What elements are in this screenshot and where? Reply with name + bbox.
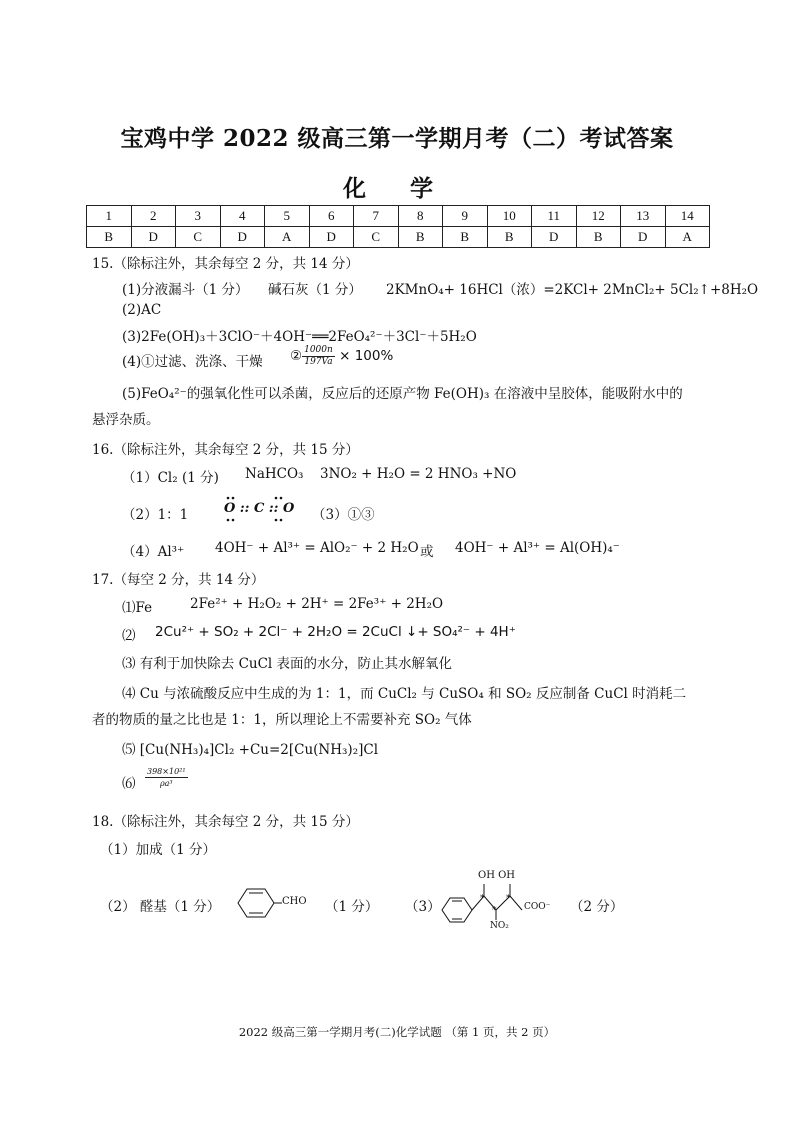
question-number-cell: 12 (576, 206, 621, 227)
q16-answer-1b: NaHCO₃ (245, 466, 304, 482)
q16-answer-4-or: 或 (420, 544, 434, 560)
nitro-label: NO₂ (490, 921, 509, 931)
question-number-cell: 6 (309, 206, 354, 227)
nitro-diol-carboxylate-structure (438, 866, 568, 936)
q17-answer-1a: ⑴Fe (122, 600, 153, 616)
q15-fraction-denominator: 197Va (304, 357, 333, 367)
question-number-row (87, 206, 710, 227)
question-number-cell: 10 (487, 206, 532, 227)
hydroxyl-labels: OH OH (478, 870, 516, 881)
answer-cell: D (309, 227, 354, 248)
question-number-cell: 5 (265, 206, 310, 227)
q16-heading: 16.（除标注外，其余每空 2 分，共 15 分） (92, 442, 359, 458)
answer-cell: D (131, 227, 176, 248)
cho-group-label: CHO (282, 896, 307, 907)
q17-answer-2-label: ⑵ (122, 628, 136, 644)
answer-cell: B (398, 227, 443, 248)
q15-circled-2: ② (290, 348, 303, 364)
q16-answer-1a: （1）Cl₂ (1 分) (122, 470, 219, 486)
q16-answer-4a: （4）Al³⁺ (122, 544, 185, 560)
q18-answer-1: （1）加成（1 分） (100, 842, 216, 858)
co2-electron-dot-structure (222, 494, 302, 524)
question-number-cell: 11 (532, 206, 577, 227)
q15-answer-3: (3)2Fe(OH)₃＋3ClO⁻＋4OH⁻══2FeO₄²⁻＋3Cl⁻＋5H₂O (122, 329, 477, 345)
answer-cell: D (532, 227, 577, 248)
q15-fraction (302, 345, 335, 368)
q15-answer-2: (2)AC (122, 302, 162, 318)
q16-answer-2a: （2）1：1 (122, 507, 189, 523)
page-title: 宝鸡中学 2022 级高三第一学期月考（二）考试答案 (120, 125, 674, 152)
answer-cell: D (621, 227, 666, 248)
page-footer: 2022 级高三第一学期月考(二)化学试题 （第 1 页，共 2 页） (238, 1025, 556, 1039)
answer-row (87, 227, 710, 248)
q17-answer-6-label: ⑹ (122, 776, 136, 792)
q17-answer-6-fraction (145, 766, 188, 789)
answer-cell: B (576, 227, 621, 248)
q17-answer-4-line2: 者的物质的量之比也是 1：1，所以理论上不需要补充 SO₂ 气体 (92, 712, 472, 728)
q15-percent: × 100% (339, 348, 394, 364)
q17-fraction-denominator: ρa³ (159, 779, 173, 788)
subject-title: 化 学 (342, 175, 451, 202)
q15-fraction-numerator: 1000n (304, 345, 333, 355)
q16-answer-3: （3）①③ (312, 507, 375, 523)
q17-fraction (145, 766, 188, 789)
question-number-cell: 14 (665, 206, 710, 227)
q15-answer-4a: (4)①过滤、洗涤、干燥 (122, 354, 263, 370)
q15-heading: 15.（除标注外，其余每空 2 分，共 14 分） (92, 256, 359, 272)
q17-answer-2: 2Cu²⁺ + SO₂ + 2Cl⁻ + 2H₂O = 2CuCl ↓+ SO₄²⁻ + 4H⁺ (155, 624, 516, 640)
q16-answer-1c: 3NO₂ + H₂O = 2 HNO₃ +NO (320, 466, 517, 482)
q18-answer-2b: （1 分） (325, 899, 379, 915)
q17-answer-4-line1: ⑷ Cu 与浓硫酸反应中生成的为 1：1，而 CuCl₂ 与 CuSO₄ 和 SO₂ 反应制备 CuCl 时消耗二 (122, 686, 687, 702)
q15-answer-5-line1: (5)FeO₄²⁻的强氧化性可以杀菌，反应后的还原产物 Fe(OH)₃ 在溶液中呈胶体，能吸附水中的 (122, 386, 683, 402)
co2-formula: O :: C :: O (224, 501, 295, 516)
question-number-cell: 2 (131, 206, 176, 227)
answer-cell: A (265, 227, 310, 248)
q15-answer-4b (290, 345, 393, 368)
q16-answer-4b: 4OH⁻ + Al³⁺ = AlO₂⁻ + 2 H₂O (215, 540, 419, 556)
q18-heading: 18.（除标注外，其余每空 2 分，共 15 分） (92, 814, 359, 830)
answer-cell: B (443, 227, 488, 248)
q17-answer-3: ⑶ 有利于加快除去 CuCl 表面的水分，防止其水解氧化 (122, 656, 453, 672)
question-number-cell: 4 (220, 206, 265, 227)
answer-cell: B (87, 227, 132, 248)
q17-answer-5: ⑸ [Cu(NH₃)₄]Cl₂ +Cu=2[Cu(NH₃)₂]Cl (122, 742, 379, 758)
q17-heading: 17.（每空 2 分，共 14 分） (92, 572, 265, 588)
q17-answer-1b: 2Fe²⁺ + H₂O₂ + 2H⁺ = 2Fe³⁺ + 2H₂O (190, 596, 444, 612)
chiral-star-3: * (492, 906, 497, 916)
q17-fraction-numerator: 398×10²¹ (147, 767, 186, 776)
answer-cell: C (354, 227, 399, 248)
q18-answer-2a: （2） 醛基（1 分） (100, 899, 221, 915)
q18-answer-3b: （2 分） (570, 899, 624, 915)
q15-answer-1a: (1)分液漏斗（1 分） (122, 282, 249, 298)
answer-cell: C (176, 227, 221, 248)
question-number-cell: 8 (398, 206, 443, 227)
answer-cell: A (665, 227, 710, 248)
answer-table (86, 205, 710, 248)
q15-answer-5-line2: 悬浮杂质。 (92, 412, 160, 428)
question-number-cell: 1 (87, 206, 132, 227)
q16-answer-4c: 4OH⁻ + Al³⁺ = Al(OH)₄⁻ (455, 540, 620, 556)
chiral-star-1: * (480, 894, 485, 904)
q15-answer-1c: 2KMnO₄+ 16HCl（浓）=2KCl+ 2MnCl₂+ 5Cl₂↑+8H₂O (386, 282, 759, 298)
answer-cell: D (220, 227, 265, 248)
answer-cell: B (487, 227, 532, 248)
q15-answer-1b: 碱石灰（1 分） (268, 282, 362, 298)
question-number-cell: 13 (621, 206, 666, 227)
chiral-star-2: * (506, 894, 511, 904)
question-number-cell: 9 (443, 206, 488, 227)
carboxylate-label: COO⁻ (524, 902, 551, 912)
benzaldehyde-structure (232, 885, 322, 921)
q18-answer-3a: （3） (405, 899, 441, 915)
question-number-cell: 7 (354, 206, 399, 227)
question-number-cell: 3 (176, 206, 221, 227)
